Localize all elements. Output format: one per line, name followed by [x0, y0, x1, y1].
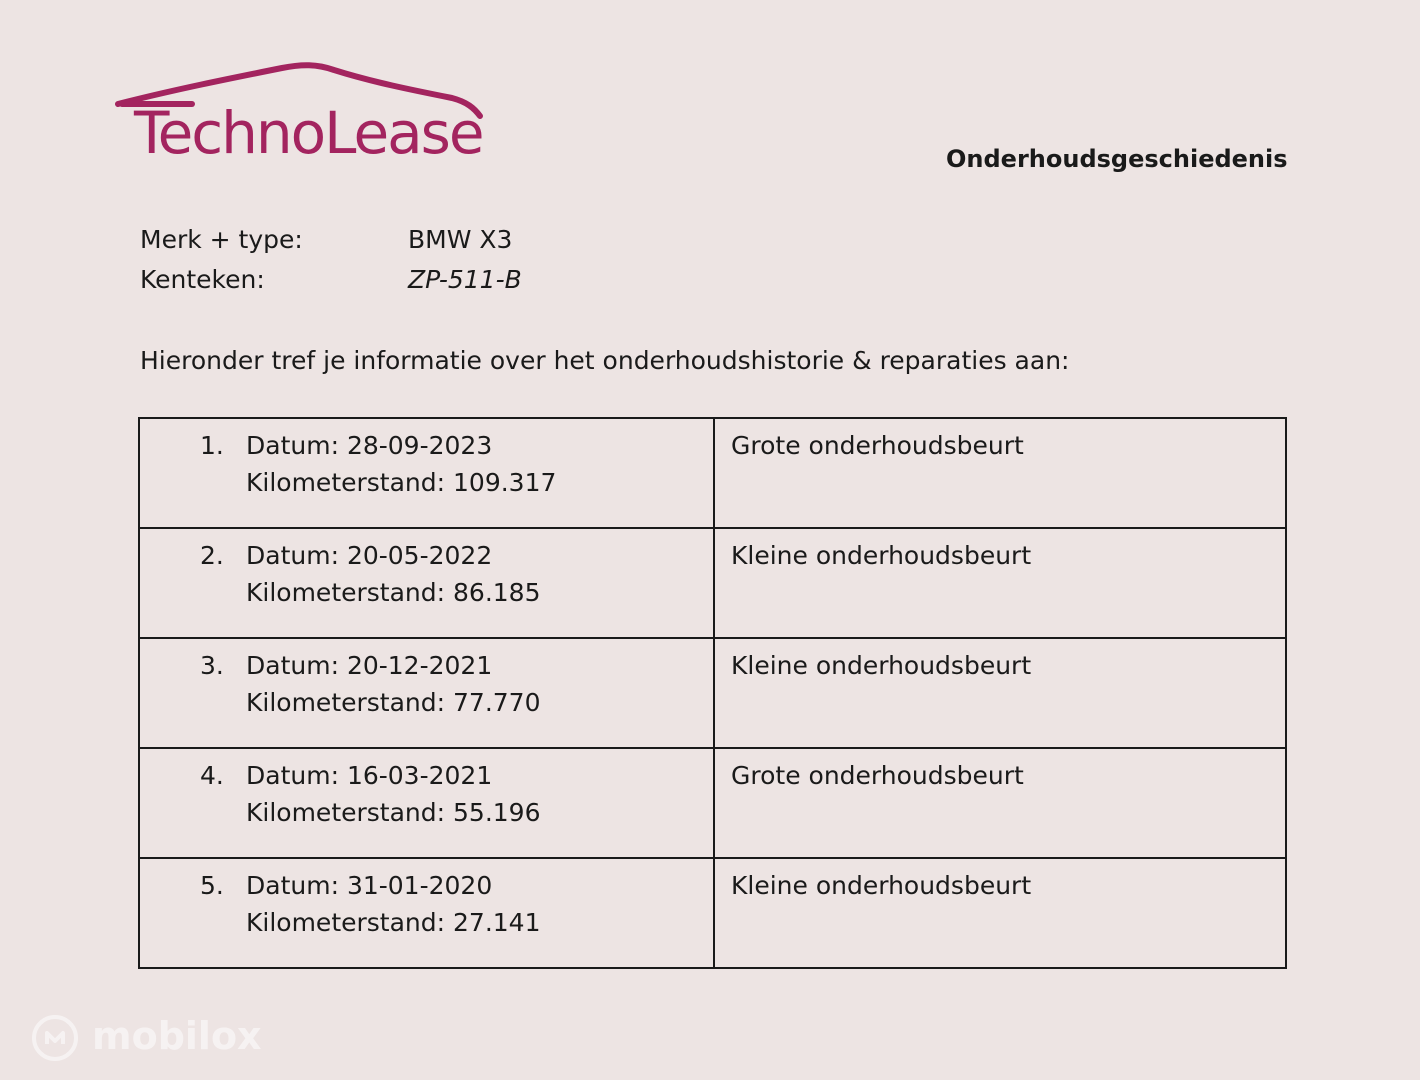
- entry-lines: [246, 647, 540, 721]
- document-title: Onderhoudsgeschiedenis: [946, 145, 1288, 173]
- entry-number: 3.: [200, 651, 224, 680]
- entry-date: Datum: 16-03-2021: [246, 761, 493, 790]
- entry-service: Grote onderhoudsbeurt: [731, 761, 1024, 790]
- entry-date: Datum: 20-12-2021: [246, 651, 493, 680]
- entry-details-cell: [139, 748, 714, 858]
- entry-service-cell: [714, 528, 1286, 638]
- entry-number: 5.: [200, 871, 224, 900]
- mobilox-logo-icon: [30, 1013, 80, 1063]
- entry-number: 2.: [200, 541, 224, 570]
- entry-service-cell: [714, 418, 1286, 528]
- entry-mileage: Kilometerstand: 86.185: [246, 578, 541, 607]
- intro-text: Hieronder tref je informatie over het onderhoudshistorie & reparaties aan:: [140, 346, 1070, 375]
- entry-date: Datum: 31-01-2020: [246, 871, 493, 900]
- logo-brand-name: TechnoLease: [134, 99, 483, 167]
- entry-service: Kleine onderhoudsbeurt: [731, 871, 1032, 900]
- table-row: [139, 528, 1286, 638]
- entry-number: 1.: [200, 431, 224, 460]
- entry-lines: [246, 537, 540, 611]
- table-row: [139, 638, 1286, 748]
- entry-details-cell: [139, 418, 714, 528]
- entry-details-cell: [139, 638, 714, 748]
- entry-number: 4.: [200, 761, 224, 790]
- entry-details-cell: [139, 858, 714, 968]
- entry-service-cell: [714, 748, 1286, 858]
- entry-service: Grote onderhoudsbeurt: [731, 431, 1024, 460]
- entry-mileage: Kilometerstand: 55.196: [246, 798, 541, 827]
- vehicle-plate-value: ZP-511-B: [408, 265, 522, 294]
- entry-service-cell: [714, 858, 1286, 968]
- entry-service-cell: [714, 638, 1286, 748]
- vehicle-make-label: Merk + type:: [140, 225, 303, 254]
- table-row: [139, 418, 1286, 528]
- entry-lines: [246, 757, 540, 831]
- entry-mileage: Kilometerstand: 27.141: [246, 908, 541, 937]
- table-row: [139, 748, 1286, 858]
- entry-service: Kleine onderhoudsbeurt: [731, 651, 1032, 680]
- entry-lines: [246, 427, 556, 501]
- vehicle-plate-label: Kenteken:: [140, 265, 265, 294]
- entry-mileage: Kilometerstand: 77.770: [246, 688, 541, 717]
- maintenance-history-table: [138, 417, 1287, 969]
- entry-service: Kleine onderhoudsbeurt: [731, 541, 1032, 570]
- vehicle-make-value: BMW X3: [408, 225, 513, 254]
- technolease-logo: [112, 60, 492, 175]
- entry-lines: [246, 867, 540, 941]
- watermark-text: mobilox: [92, 1014, 262, 1058]
- table-row: [139, 858, 1286, 968]
- entry-mileage: Kilometerstand: 109.317: [246, 468, 557, 497]
- entry-date: Datum: 20-05-2022: [246, 541, 493, 570]
- entry-date: Datum: 28-09-2023: [246, 431, 493, 460]
- entry-details-cell: [139, 528, 714, 638]
